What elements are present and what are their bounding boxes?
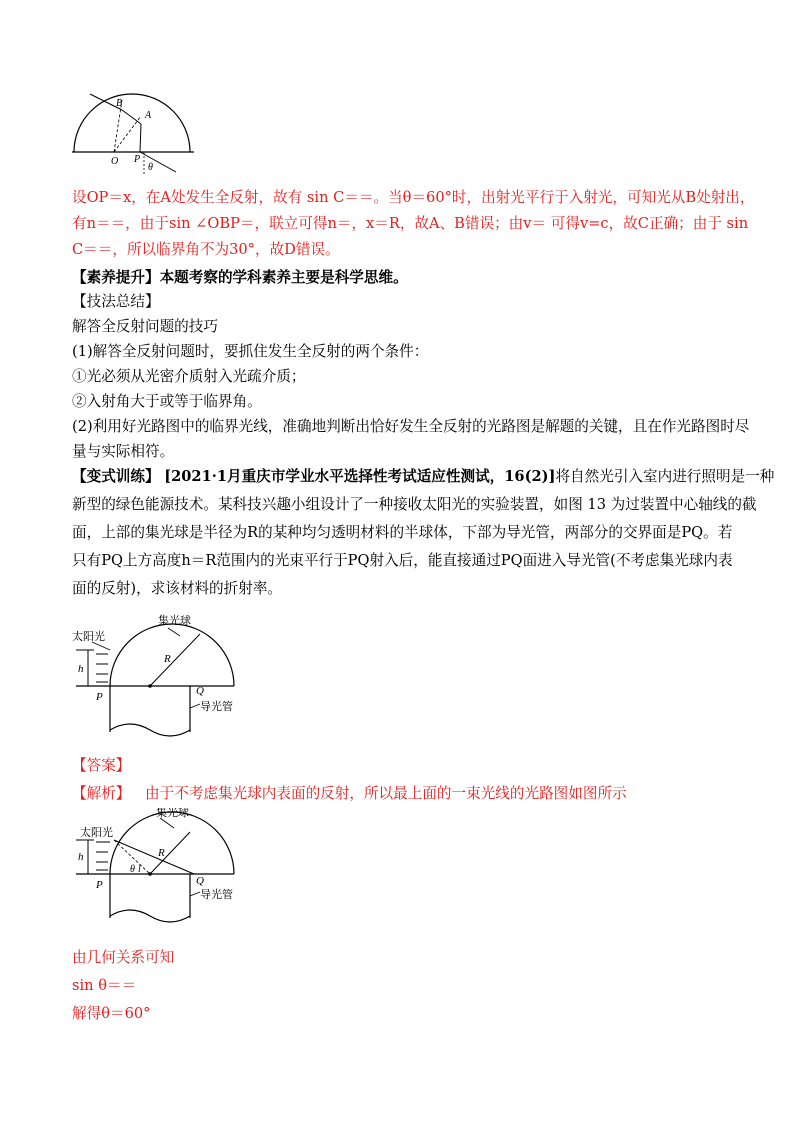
figure-light-path <box>70 808 270 938</box>
variant-line3: 面，上部的集光球是半径为R的某种均匀透明材料的半球体，下部为导光管，两部分的交界面是PQ。若 <box>72 524 733 541</box>
pipe-leader <box>190 704 200 708</box>
analysis2-line <box>72 784 627 804</box>
pipe-leader <box>190 892 200 896</box>
collector-arc <box>110 624 234 686</box>
fig3-label-p: P <box>96 879 103 891</box>
collector-leader <box>168 628 180 636</box>
answer-tag: 【答案】 <box>72 757 131 774</box>
analysis1-line2: 有n＝＝，由于sin ∠OBP＝，联立可得n＝，x＝R，故A、B错误；由v＝ 可得v=c，故C正确；由于 sin <box>72 215 749 232</box>
fig3-label-h: h <box>78 851 84 863</box>
fig1-label-o: O <box>111 156 119 167</box>
center-dot <box>148 684 152 688</box>
fig3-pipe-label: 导光管 <box>200 889 233 901</box>
fig3-label-r: R <box>158 847 165 859</box>
pipe-wave <box>110 724 190 736</box>
radius-line <box>150 832 190 874</box>
semicircle-arc <box>74 94 190 152</box>
analysis1-line1: 设OP＝x，在A处发生全反射，故有 sin C＝＝。当θ＝60°时，出射光平行于入射光，可知光从B处射出， <box>72 189 755 206</box>
variant-line1 <box>72 467 774 487</box>
variant-line1-rest: 将自然光引入室内进行照明是一种 <box>555 468 775 485</box>
pipe-wave <box>110 910 190 922</box>
fig2-label-p: P <box>96 691 103 703</box>
center-dot <box>148 872 152 876</box>
variant-line2: 新型的绿色能源技术。某科技兴趣小组设计了一种接收太阳光的实验装置，如图 13 为过装置中心轴线的截 <box>72 496 757 513</box>
fig3-sunlight-label: 太阳光 <box>80 827 113 839</box>
tech-item1: (1)解答全反射问题时，要抓住发生全反射的两个条件： <box>72 343 429 360</box>
exit-ray <box>140 152 176 172</box>
fig3-label-theta: θ <box>130 864 135 875</box>
figure-collector-device <box>70 614 270 754</box>
analysis2-tag: 【解析】 <box>72 785 131 802</box>
tech-item1a: ①光必须从光密介质射入光疏介质； <box>72 368 306 385</box>
fig1-label-a: A <box>145 110 152 121</box>
fig2-collector-label: 集光球 <box>158 615 191 627</box>
fig3-label-l: l <box>138 864 141 875</box>
collector-leader <box>160 818 174 828</box>
refracted-ray <box>114 840 194 874</box>
tech-summary-title: 解答全反射问题的技巧 <box>72 318 218 335</box>
literacy-note: 【素养提升】本题考察的学科素养主要是科学思维。 <box>72 269 408 286</box>
figure-total-reflection <box>68 86 198 178</box>
tech-item1b: ②入射角大于或等于临界角。 <box>72 393 262 410</box>
analysis1-line3: C＝＝，所以临界角不为30°，故D错误。 <box>72 241 340 258</box>
sunlight-leader <box>92 642 110 650</box>
conclusion-line2: sin θ＝＝ <box>72 977 137 994</box>
conclusion-line3: 解得θ＝60° <box>72 1005 151 1022</box>
fig2-label-h: h <box>78 663 84 675</box>
fig2-pipe-label: 导光管 <box>200 701 233 713</box>
fig3-collector-label: 集光球 <box>156 808 189 819</box>
fig1-label-p: P <box>134 154 141 165</box>
fig2-label-r: R <box>164 653 171 665</box>
analysis2-text: 由于不考虑集光球内表面的反射，所以最上面的一束光线的光路图如图所示 <box>145 785 627 802</box>
fig2-sunlight-label: 太阳光 <box>72 631 105 643</box>
variant-tag: 【变式训练】 <box>72 468 160 485</box>
fig2-label-q: Q <box>196 685 204 697</box>
tech-item2-line1: (2)利用好光路图中的临界光线，准确地判断出恰好发生全反射的光路图是解题的关键，且在作光路图时尽 <box>72 418 750 435</box>
conclusion-line1: 由几何关系可知 <box>72 949 175 966</box>
radius-line <box>150 634 200 686</box>
ray-a-to-p <box>140 124 141 152</box>
fig1-label-b: B <box>116 98 123 109</box>
tech-item2-line2: 量与实际相符。 <box>72 443 175 460</box>
fig3-label-q: Q <box>196 875 204 887</box>
refracted-ray-1 <box>122 110 141 124</box>
tech-summary-heading: 【技法总结】 <box>72 293 160 310</box>
fig1-label-theta: θ <box>148 162 153 173</box>
variant-line5: 面的反射)，求该材料的折射率。 <box>72 580 283 597</box>
variant-line4: 只有PQ上方高度h＝R范围内的光束平行于PQ射入后，能直接通过PQ面进入导光管(不考虑集光球内表 <box>72 552 733 569</box>
variant-source: [2021·1月重庆市学业水平选择性考试适应性测试，16(2)] <box>164 468 556 485</box>
